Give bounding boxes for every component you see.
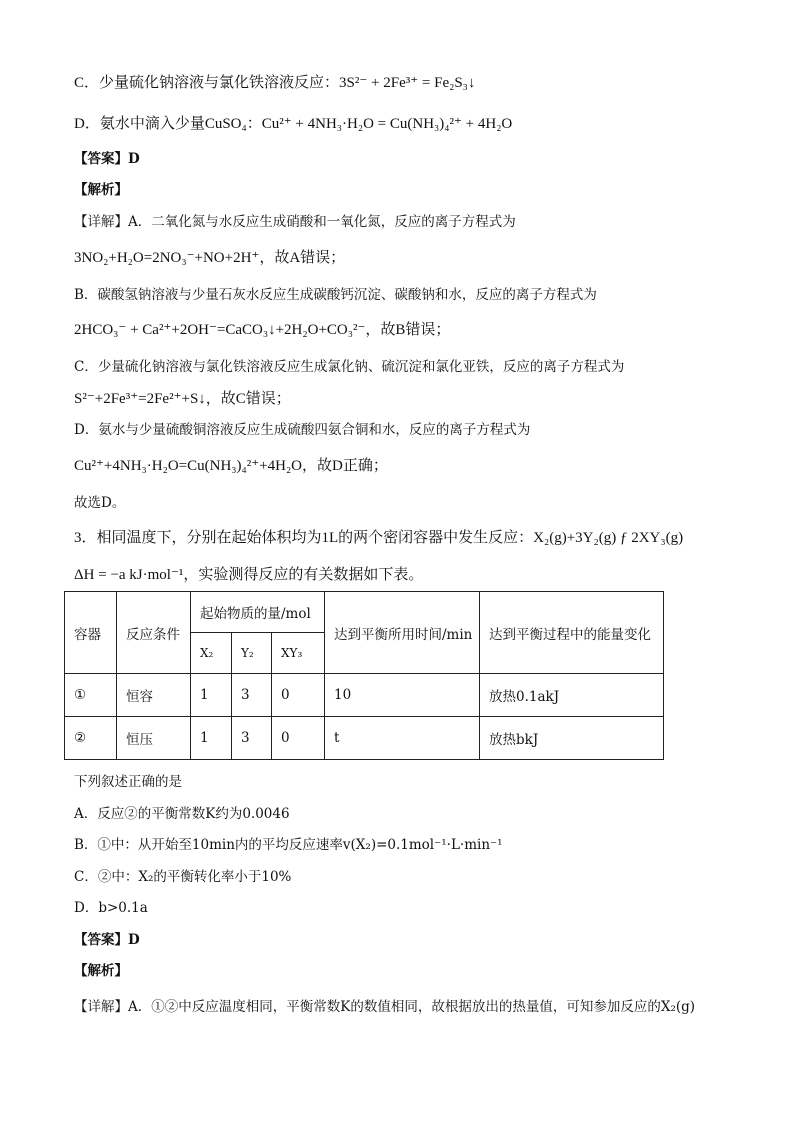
choice-a: A．反应②的平衡常数K约为0.0046 [74, 806, 290, 822]
answer-label: 【答案】D [74, 151, 140, 167]
choice-d: D．b>0.1a [74, 900, 148, 916]
equation-d: Cu²⁺+4NH₃·H₂O=Cu(NH₃)₄²⁺+4H₂O，故D正确； [74, 458, 388, 474]
detail-c-text: C．少量硫化钠溶液与氯化铁溶液反应生成氯化钠、硫沉淀和氯化亚铁，反应的离子方程式为 [74, 359, 625, 375]
header-container: 容器 [65, 592, 117, 674]
choice-c: C．②中：X₂的平衡转化率小于10% [74, 869, 292, 885]
table-header-row [65, 592, 664, 633]
row-container-id: ② [65, 717, 117, 760]
row-x2: 1 [191, 674, 232, 717]
row-energy: 放热bkJ [480, 717, 664, 760]
row-y2: 3 [232, 717, 272, 760]
analysis-label-2: 【解析】 [74, 963, 128, 979]
table-row [65, 674, 664, 717]
row-time: 10 [325, 674, 480, 717]
row-container-id: ① [65, 674, 117, 717]
row-energy: 放热0.1akJ [480, 674, 664, 717]
header-x2: X₂ [191, 633, 232, 674]
option-d-text: D．氨水中滴入少量CuSO₄：Cu²⁺ + 4NH₃·H₂O = Cu(NH₃)₄²⁺ + 4H₂O [74, 116, 513, 132]
header-y2: Y₂ [232, 633, 272, 674]
equation-c: S²⁻+2Fe³⁺=2Fe²⁺+S↓，故C错误； [74, 391, 291, 407]
row-condition: 恒压 [117, 717, 191, 760]
table-row [65, 717, 664, 760]
question3-ask: 下列叙述正确的是 [74, 774, 182, 790]
header-xy3: XY₃ [272, 633, 325, 674]
answer-label-2: 【答案】D [74, 932, 140, 948]
question3-enthalpy: ΔH = −a kJ·mol⁻¹，实验测得反应的有关数据如下表。 [74, 567, 424, 583]
choose-text: 故选D。 [74, 495, 126, 511]
row-xy3: 0 [272, 674, 325, 717]
choice-b: B．①中：从开始至10min内的平均反应速率v(X₂)=0.1mol⁻¹·L·min⁻¹ [74, 837, 503, 853]
detail-b-text: B．碳酸氢钠溶液与少量石灰水反应生成碳酸钙沉淀、碳酸钠和水，反应的离子方程式为 [74, 287, 597, 303]
row-x2: 1 [191, 717, 232, 760]
equation-a: 3NO₂+H₂O=2NO₃⁻+NO+2H⁺，故A错误； [74, 250, 346, 266]
equation-b: 2HCO₃⁻ + Ca²⁺+2OH⁻=CaCO₃↓+2H₂O+CO₃²⁻，故B错误； [74, 322, 451, 338]
option-c-text: C．少量硫化钠溶液与氯化铁溶液反应：3S²⁻ + 2Fe³⁺ = Fe₂S₃↓ [74, 75, 476, 91]
detail-a-text: 【详解】A．二氧化氮与水反应生成硝酸和一氧化氮，反应的离子方程式为 [74, 214, 516, 230]
row-time: t [325, 717, 480, 760]
row-y2: 3 [232, 674, 272, 717]
row-xy3: 0 [272, 717, 325, 760]
detail-2-text: 【详解】A．①②中反应温度相同，平衡常数K的数值相同，故根据放出的热量值，可知参加反应的X₂(g) [74, 999, 696, 1015]
header-condition: 反应条件 [117, 592, 191, 674]
row-condition: 恒容 [117, 674, 191, 717]
detail-d-text: D．氨水与少量硫酸铜溶液反应生成硫酸四氨合铜和水，反应的离子方程式为 [74, 422, 531, 438]
analysis-label: 【解析】 [74, 182, 128, 198]
question3-stem: 3．相同温度下，分别在起始体积均为1L的两个密闭容器中发生反应：X₂(g)+3Y₂(g) ƒ 2XY₃(g) [74, 530, 684, 546]
header-start-amount: 起始物质的量/mol [191, 592, 325, 633]
header-energy: 达到平衡过程中的能量变化 [480, 592, 664, 674]
data-table [64, 591, 664, 760]
header-time: 达到平衡所用时间/min [325, 592, 480, 674]
